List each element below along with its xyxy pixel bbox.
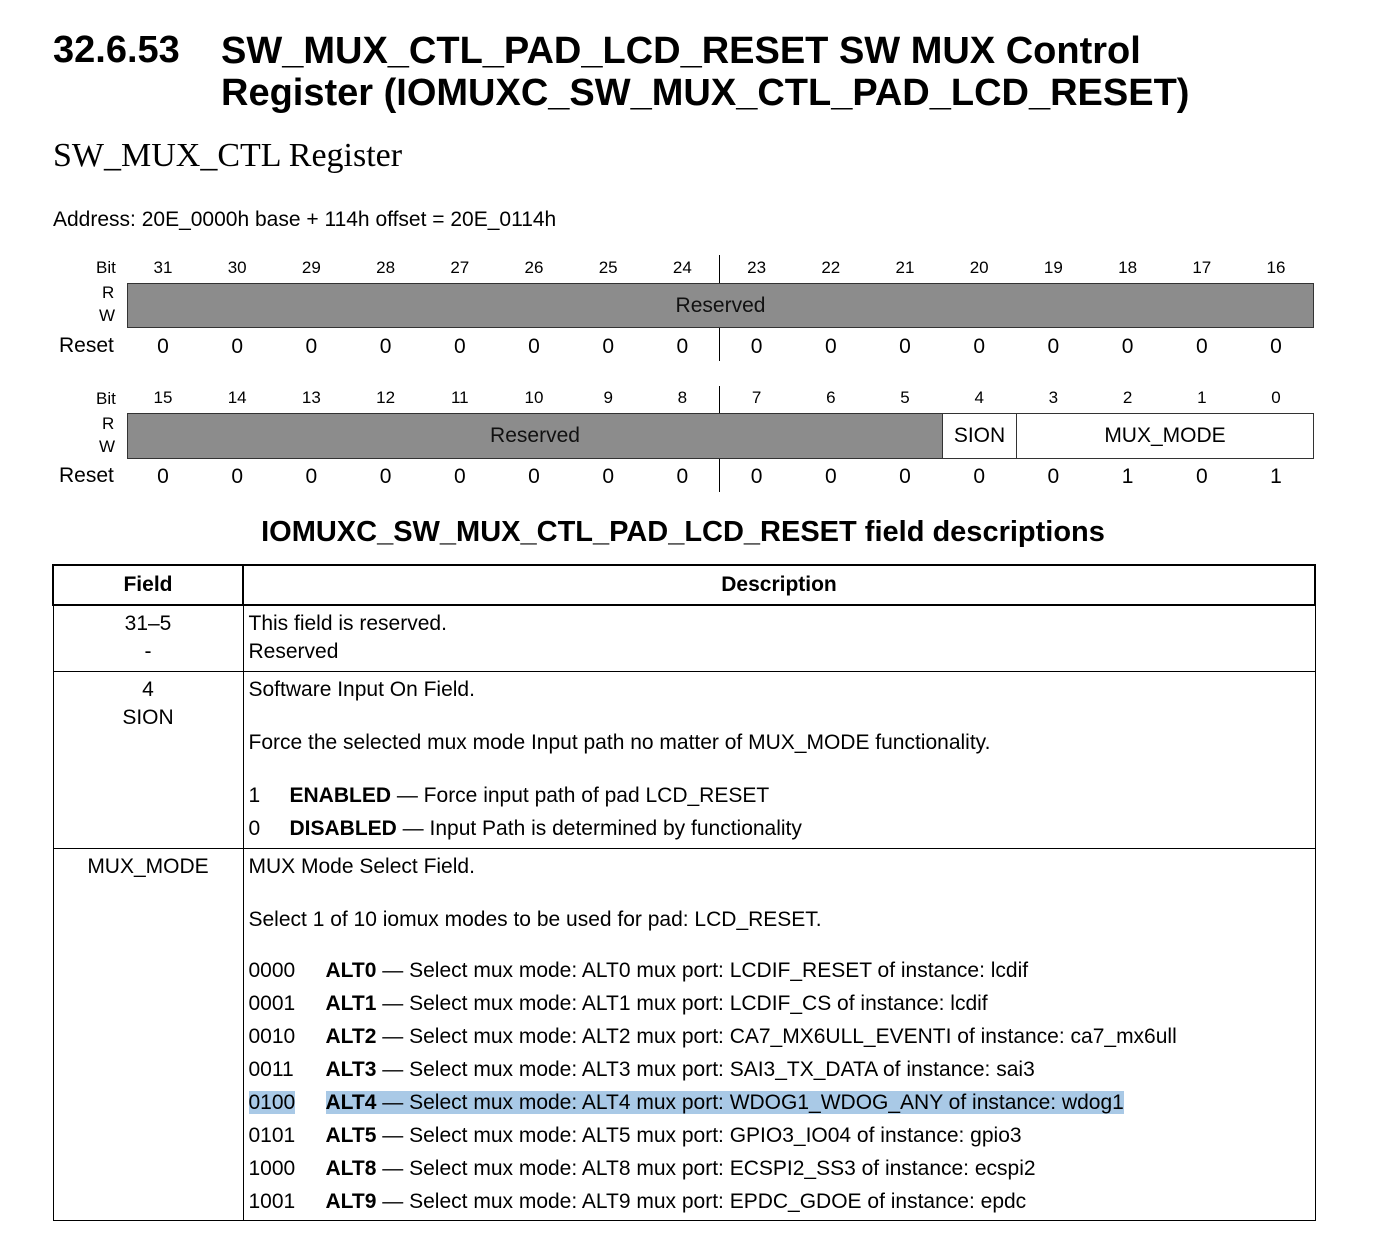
field-cell <box>53 605 243 671</box>
description-text: Select 1 of 10 iomux modes to be used for pad: LCD_RESET. <box>248 907 822 931</box>
field-bits: 31–5 <box>124 612 172 635</box>
mux-mode-field <box>1016 413 1314 459</box>
bit-number: 4 <box>974 388 984 407</box>
reset-value: 0 <box>676 465 689 488</box>
write-label: W <box>99 437 116 456</box>
enum-code: 0010 <box>248 1024 296 1048</box>
section-number: 32.6.53 <box>53 29 180 71</box>
description-text: Software Input On Field. <box>248 677 475 701</box>
bit-number: 28 <box>376 258 396 277</box>
bit-number: 7 <box>751 388 762 407</box>
bit-number: 14 <box>227 388 247 407</box>
bit-number: 5 <box>900 388 910 407</box>
reset-value: 0 <box>1121 335 1134 358</box>
reset-value: 0 <box>750 335 763 358</box>
enum-text: — Select mux mode: ALT4 mux port: WDOG1_WDOG_ANY of instance: wdog1 <box>376 1090 1124 1114</box>
description-column-header: Description <box>243 565 1315 605</box>
reset-value: 0 <box>973 335 986 358</box>
bit-number: 9 <box>603 388 613 407</box>
bit-number: 23 <box>747 258 767 277</box>
enum-value <box>249 1053 1315 1086</box>
reset-value: 0 <box>379 465 392 488</box>
read-label: R <box>102 414 115 433</box>
bit-number: 30 <box>227 258 247 277</box>
reserved-field-upper-label: Reserved <box>675 293 766 317</box>
enum-name: ALT2 <box>325 1024 377 1048</box>
table-row <box>53 605 1315 671</box>
reset-value: 0 <box>231 335 244 358</box>
reset-value: 0 <box>231 465 244 488</box>
reset-value: 0 <box>1195 335 1208 358</box>
bit-number: 0 <box>1271 388 1281 407</box>
register-subtitle: SW_MUX_CTL Register <box>53 137 403 174</box>
bit-number: 18 <box>1118 258 1138 277</box>
reset-value: 0 <box>973 465 986 488</box>
enum-text: — Select mux mode: ALT9 mux port: EPDC_GDOE of instance: epdc <box>376 1189 1027 1213</box>
byte-divider-upper-top <box>719 255 720 283</box>
reset-value: 0 <box>824 465 837 488</box>
reserved-field-lower <box>127 413 943 459</box>
enum-value <box>249 954 1315 987</box>
bit-number: 1 <box>1197 388 1207 407</box>
reset-value: 0 <box>602 465 615 488</box>
reset-value: 0 <box>899 465 911 488</box>
enum-text: — Select mux mode: ALT1 mux port: LCDIF_CS of instance: lcdif <box>376 991 988 1015</box>
reset-label: Reset <box>59 464 114 487</box>
byte-divider-lower-top <box>719 386 720 413</box>
table-row <box>53 671 1315 848</box>
enum-value-selected[interactable] <box>249 1086 1315 1119</box>
bit-number: 29 <box>301 258 321 277</box>
enum-value <box>249 812 1315 845</box>
reset-value: 1 <box>1121 465 1134 488</box>
bit-number: 12 <box>376 388 396 407</box>
enum-text: — Select mux mode: ALT3 mux port: SAI3_TX_DATA of instance: sai3 <box>376 1057 1035 1081</box>
enum-value <box>249 1152 1315 1185</box>
field-descriptions-table <box>52 564 1316 1221</box>
description-cell <box>243 605 1315 671</box>
bit-label: Bit <box>96 258 116 277</box>
bit-number: 6 <box>826 388 836 407</box>
enum-name: ALT3 <box>325 1057 377 1081</box>
bit-number: 17 <box>1192 258 1212 277</box>
description-text: Reserved <box>248 640 339 663</box>
description-text: Force the selected mux mode Input path no matter of MUX_MODE functionality. <box>248 730 991 754</box>
reset-value: 0 <box>602 335 615 358</box>
enum-name: ALT1 <box>325 991 377 1015</box>
enum-value <box>249 779 1315 812</box>
enum-text: — Select mux mode: ALT0 mux port: LCDIF_RESET of instance: lcdif <box>376 958 1029 982</box>
enum-code: 0001 <box>248 991 296 1015</box>
enum-code: 0000 <box>248 958 296 982</box>
bit-number: 24 <box>672 258 692 277</box>
field-cell <box>53 671 243 848</box>
byte-divider-lower-bottom <box>719 459 720 492</box>
bit-number: 31 <box>153 258 173 277</box>
enum-value <box>249 1020 1315 1053</box>
reset-value: 0 <box>157 335 169 358</box>
enum-code: 0 <box>248 816 261 840</box>
enum-text: — Force input path of pad LCD_RESET <box>391 783 770 807</box>
bit-number: 19 <box>1043 258 1063 277</box>
enum-text: — Select mux mode: ALT2 mux port: CA7_MX6ULL_EVENTI of instance: ca7_mx6ull <box>376 1024 1177 1048</box>
field-name: SION <box>122 705 174 729</box>
bit-number: 11 <box>450 388 469 407</box>
bit-number: 27 <box>450 258 470 277</box>
description-cell <box>243 671 1315 848</box>
enum-code: 1000 <box>248 1156 296 1180</box>
reset-value: 0 <box>157 465 169 488</box>
bit-number: 26 <box>524 258 544 277</box>
bit-number: 25 <box>598 258 618 277</box>
table-row <box>53 848 1315 1220</box>
selected-text-highlight[interactable] <box>326 1091 1124 1114</box>
bit-number: 3 <box>1048 388 1059 407</box>
enum-name: ALT4 <box>325 1090 377 1114</box>
reset-value: 0 <box>528 335 540 358</box>
reset-value: 0 <box>305 335 318 358</box>
reserved-field-lower-label: Reserved <box>490 424 580 447</box>
enum-value <box>249 1119 1315 1152</box>
reset-value: 0 <box>1270 335 1282 358</box>
field-column-header: Field <box>53 565 243 605</box>
enum-name: ALT9 <box>325 1189 377 1213</box>
bit-label: Bit <box>96 389 116 408</box>
enum-text: — Select mux mode: ALT8 mux port: ECSPI2_SS3 of instance: ecspi2 <box>376 1156 1036 1180</box>
enum-name: ALT5 <box>325 1123 377 1147</box>
description-cell <box>243 848 1315 1220</box>
bit-number: 22 <box>821 258 841 277</box>
reset-value: 0 <box>824 335 837 358</box>
enum-value <box>249 987 1315 1020</box>
bit-number: 10 <box>524 388 544 407</box>
reset-value: 0 <box>899 335 911 358</box>
bit-number: 16 <box>1266 258 1286 277</box>
reset-value: 1 <box>1270 465 1282 488</box>
section-title-line-2: Register (IOMUXC_SW_MUX_CTL_PAD_LCD_RESET) <box>221 72 1190 114</box>
section-title <box>221 30 1189 114</box>
enum-code: 1001 <box>248 1189 296 1213</box>
reset-label: Reset <box>59 334 114 357</box>
table-header-row <box>53 565 1315 605</box>
reset-value: 0 <box>379 335 392 358</box>
reset-value: 0 <box>305 465 318 488</box>
enum-text: — Input Path is determined by functionality <box>396 816 802 840</box>
reset-value: 0 <box>1195 465 1208 488</box>
section-title-line-1: SW_MUX_CTL_PAD_LCD_RESET SW MUX Control <box>221 30 1141 72</box>
enum-name: ALT8 <box>325 1156 377 1180</box>
read-label: R <box>102 283 115 302</box>
enum-value <box>249 1185 1315 1218</box>
table-caption: IOMUXC_SW_MUX_CTL_PAD_LCD_RESET field descriptions <box>261 516 1105 548</box>
bit-number: 13 <box>301 388 321 407</box>
bit-number: 20 <box>969 258 989 277</box>
reserved-field-upper <box>127 283 1314 328</box>
enum-code: 0101 <box>248 1123 296 1147</box>
field-bits: 4 <box>142 677 154 701</box>
enum-code-selected[interactable] <box>249 1086 326 1119</box>
enum-name: ALT0 <box>325 958 377 982</box>
enum-text: — Select mux mode: ALT5 mux port: GPIO3_IO04 of instance: gpio3 <box>376 1123 1022 1147</box>
enum-name: DISABLED <box>289 816 397 840</box>
reset-value: 0 <box>453 465 466 488</box>
sion-field-label: SION <box>953 424 1006 447</box>
field-name: - <box>144 640 152 663</box>
selected-text-highlight: 0100 <box>248 1090 296 1114</box>
enum-code: 0011 <box>248 1057 294 1081</box>
field-cell <box>53 848 243 1220</box>
reset-value: 0 <box>528 465 540 488</box>
bit-number: 2 <box>1122 388 1133 407</box>
enum-code: 1 <box>248 783 261 807</box>
bit-number: 15 <box>153 388 173 407</box>
write-label: W <box>99 306 116 325</box>
bit-number: 8 <box>677 388 688 407</box>
reset-value: 0 <box>750 465 763 488</box>
byte-divider-upper-bottom <box>719 328 720 361</box>
bit-number: 21 <box>895 258 915 277</box>
description-text: MUX Mode Select Field. <box>248 854 475 878</box>
reset-value: 0 <box>676 335 689 358</box>
sion-field <box>942 413 1017 459</box>
mux-mode-field-label: MUX_MODE <box>1104 424 1226 447</box>
reset-value: 0 <box>453 335 466 358</box>
description-text: This field is reserved. <box>248 612 447 635</box>
reset-value: 0 <box>1047 335 1060 358</box>
register-address: Address: 20E_0000h base + 114h offset = 20E_0114h <box>53 208 557 231</box>
enum-name: ENABLED <box>289 783 392 807</box>
reset-value: 0 <box>1047 465 1060 488</box>
field-name: MUX_MODE <box>87 854 209 878</box>
